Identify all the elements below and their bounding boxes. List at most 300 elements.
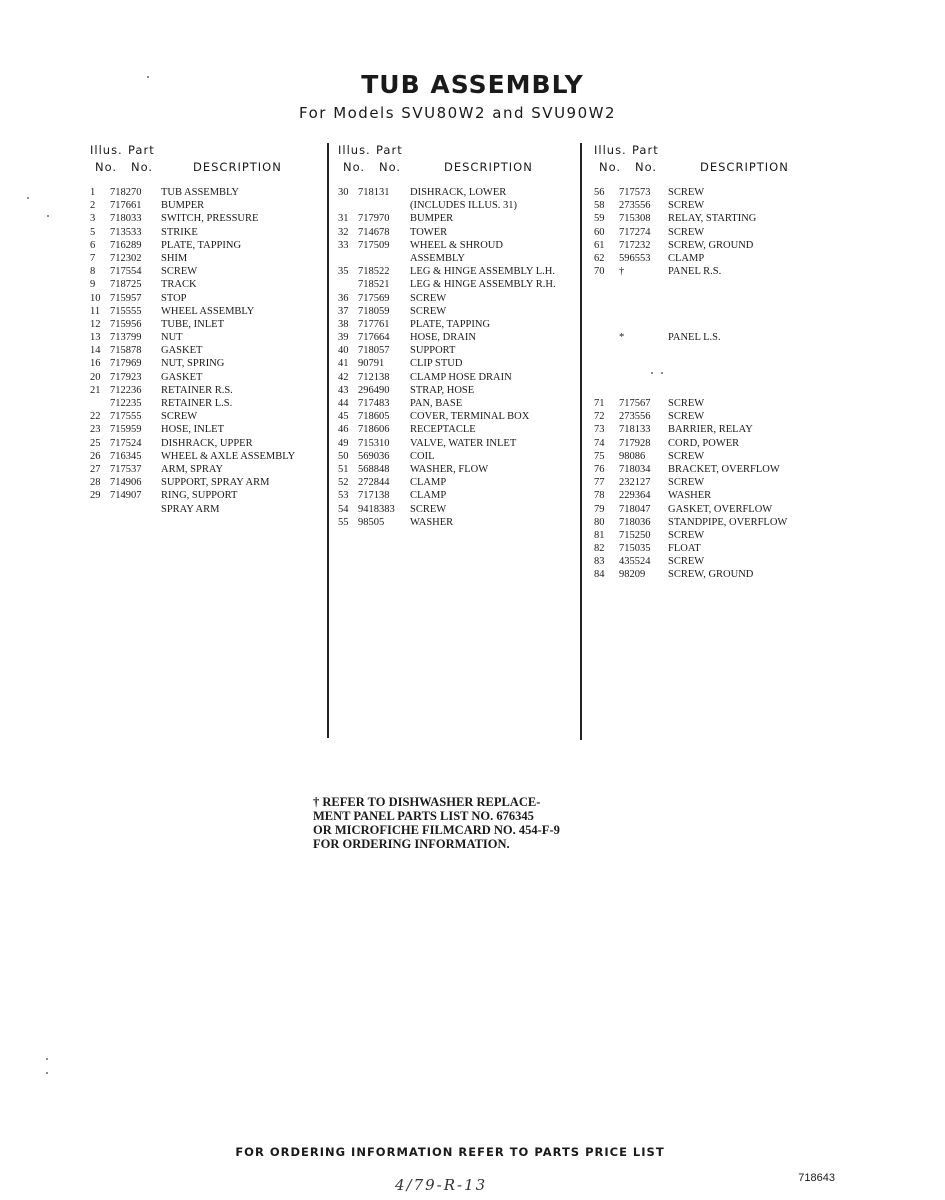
header-no: No. bbox=[343, 160, 366, 174]
parts-row bbox=[88, 226, 323, 239]
part-description: (INCLUDES ILLUS. 31) bbox=[410, 200, 518, 212]
illus-number: 72 bbox=[594, 411, 605, 423]
parts-row bbox=[592, 437, 817, 450]
header-no: No. bbox=[131, 160, 154, 174]
parts-row bbox=[336, 437, 576, 450]
part-description: WHEEL & SHROUD bbox=[410, 239, 503, 251]
part-number: † bbox=[619, 266, 625, 278]
part-description: WHEEL & AXLE ASSEMBLY bbox=[161, 450, 296, 462]
parts-row bbox=[592, 265, 817, 278]
part-number: 715035 bbox=[619, 543, 651, 555]
part-number: 717138 bbox=[358, 490, 390, 502]
illus-number: 42 bbox=[338, 371, 349, 383]
parts-row bbox=[592, 503, 817, 516]
part-number: 718036 bbox=[619, 516, 651, 528]
illus-number: 77 bbox=[594, 477, 605, 489]
part-number: 715959 bbox=[110, 424, 142, 436]
part-description: SPRAY ARM bbox=[161, 503, 220, 515]
footer-text: FOR ORDERING INFORMATION REFER TO PARTS PRICE LIST bbox=[235, 1145, 665, 1159]
parts-row bbox=[336, 344, 576, 357]
part-description: SCREW bbox=[668, 200, 705, 212]
part-description: RETAINER L.S. bbox=[161, 398, 233, 409]
illus-number: 21 bbox=[90, 384, 101, 396]
parts-row bbox=[592, 529, 817, 542]
illus-number: 74 bbox=[594, 437, 605, 449]
part-number: 568848 bbox=[358, 463, 390, 475]
illus-number: 56 bbox=[594, 187, 605, 198]
footnote-line: OR MICROFICHE FILMCARD NO. 454-F-9 bbox=[313, 823, 560, 837]
parts-row bbox=[88, 450, 323, 463]
parts-row bbox=[592, 212, 817, 225]
part-number: 98086 bbox=[619, 450, 646, 462]
part-description: SCREW bbox=[410, 503, 447, 515]
parts-row bbox=[88, 397, 323, 410]
parts-row bbox=[88, 252, 323, 265]
part-description: SCREW, GROUND bbox=[668, 569, 754, 581]
illus-number: 27 bbox=[90, 463, 101, 475]
illus-number: 79 bbox=[594, 503, 605, 515]
part-number: 718725 bbox=[110, 279, 142, 291]
illus-number: 70 bbox=[594, 266, 605, 278]
illus-number: 6 bbox=[90, 239, 96, 251]
column-divider bbox=[580, 143, 582, 740]
parts-row bbox=[592, 292, 817, 305]
handwritten-note: 4/79-R-13 bbox=[395, 1176, 488, 1194]
part-description: SUPPORT, SPRAY ARM bbox=[161, 477, 270, 489]
illus-number: 2 bbox=[90, 200, 96, 212]
parts-row bbox=[88, 503, 323, 516]
part-description: TRACK bbox=[161, 279, 197, 291]
illus-number: 22 bbox=[90, 411, 101, 423]
parts-row bbox=[592, 357, 817, 370]
header-part: Part bbox=[376, 143, 403, 157]
part-description: SCREW bbox=[410, 305, 447, 317]
parts-row bbox=[592, 423, 817, 436]
illus-number: 44 bbox=[338, 398, 349, 409]
header-description: DESCRIPTION bbox=[193, 160, 282, 174]
parts-row bbox=[88, 489, 323, 502]
parts-row bbox=[336, 239, 576, 252]
parts-row bbox=[336, 450, 576, 463]
illus-number: 3 bbox=[90, 213, 96, 225]
parts-row bbox=[336, 186, 576, 199]
illus-number: 38 bbox=[338, 318, 349, 330]
part-description: HOSE, DRAIN bbox=[410, 332, 476, 344]
scan-speck bbox=[147, 76, 149, 78]
parts-row bbox=[336, 503, 576, 516]
part-number: 596553 bbox=[619, 252, 651, 264]
part-number: 715956 bbox=[110, 318, 142, 330]
header-no: No. bbox=[635, 160, 658, 174]
document-number: 718643 bbox=[798, 1172, 835, 1184]
part-description: CLIP STUD bbox=[410, 358, 463, 370]
illus-number: 81 bbox=[594, 529, 605, 541]
part-number: 9418383 bbox=[358, 503, 395, 515]
part-number: 713799 bbox=[110, 332, 142, 344]
part-description: BUMPER bbox=[410, 213, 454, 225]
part-number: 717274 bbox=[619, 226, 651, 238]
illus-number: 54 bbox=[338, 503, 349, 515]
illus-number: 55 bbox=[338, 516, 349, 528]
part-description: ASSEMBLY bbox=[410, 252, 465, 264]
parts-row bbox=[592, 489, 817, 502]
parts-row bbox=[336, 516, 576, 529]
illus-number: 14 bbox=[90, 345, 101, 357]
scan-speck bbox=[46, 1058, 48, 1060]
part-description: WHEEL ASSEMBLY bbox=[161, 305, 255, 317]
illus-number: 50 bbox=[338, 450, 349, 462]
part-number: 717761 bbox=[358, 318, 390, 330]
part-description: SCREW bbox=[668, 556, 705, 568]
part-description: RING, SUPPORT bbox=[161, 490, 238, 502]
illus-number: 29 bbox=[90, 490, 101, 502]
part-number: 717567 bbox=[619, 398, 651, 409]
parts-row bbox=[592, 450, 817, 463]
parts-list bbox=[88, 186, 323, 516]
parts-column-2 bbox=[336, 143, 576, 529]
illus-number: 43 bbox=[338, 384, 349, 396]
illus-number: 45 bbox=[338, 411, 349, 423]
part-number: 717664 bbox=[358, 332, 390, 344]
illus-number: 23 bbox=[90, 424, 101, 436]
header-no: No. bbox=[599, 160, 622, 174]
part-description: SCREW bbox=[161, 266, 198, 278]
part-description: ARM, SPRAY bbox=[161, 463, 224, 475]
scan-speck bbox=[46, 1072, 48, 1074]
part-description: TUB ASSEMBLY bbox=[161, 187, 240, 198]
part-number: 714906 bbox=[110, 477, 142, 489]
parts-row bbox=[336, 292, 576, 305]
part-number: 717569 bbox=[358, 292, 390, 304]
part-description: GASKET, OVERFLOW bbox=[668, 503, 773, 515]
part-description: CLAMP bbox=[410, 490, 447, 502]
part-number: 715957 bbox=[110, 292, 142, 304]
column-header bbox=[88, 143, 323, 177]
column-divider bbox=[327, 143, 329, 738]
scan-speck bbox=[27, 197, 29, 199]
part-description: FLOAT bbox=[668, 543, 701, 555]
part-description: STRIKE bbox=[161, 226, 198, 238]
part-description: SCREW bbox=[668, 450, 705, 462]
part-description: CLAMP bbox=[410, 477, 447, 489]
illus-number: 26 bbox=[90, 450, 101, 462]
part-description: CLAMP HOSE DRAIN bbox=[410, 371, 512, 383]
part-number: 717928 bbox=[619, 437, 651, 449]
part-number: 714678 bbox=[358, 226, 390, 238]
part-description: WASHER bbox=[668, 490, 712, 502]
part-number: 714907 bbox=[110, 490, 142, 502]
part-number: 712235 bbox=[110, 398, 142, 409]
part-number: 718034 bbox=[619, 463, 651, 475]
part-description: LEG & HINGE ASSEMBLY R.H. bbox=[410, 279, 556, 291]
parts-row bbox=[88, 278, 323, 291]
parts-row bbox=[88, 331, 323, 344]
parts-row bbox=[592, 226, 817, 239]
part-number: 716345 bbox=[110, 450, 142, 462]
part-description: BARRIER, RELAY bbox=[668, 424, 753, 436]
part-description: GASKET bbox=[161, 345, 203, 357]
header-description: DESCRIPTION bbox=[700, 160, 789, 174]
illus-number: 11 bbox=[90, 305, 101, 317]
parts-row bbox=[592, 331, 817, 344]
parts-row bbox=[88, 357, 323, 370]
part-description: SHIM bbox=[161, 252, 188, 264]
part-description: GASKET bbox=[161, 371, 203, 383]
illus-number: 71 bbox=[594, 398, 605, 409]
part-description: PANEL R.S. bbox=[668, 266, 722, 278]
part-description: SCREW bbox=[668, 529, 705, 541]
parts-row bbox=[336, 463, 576, 476]
part-number: 718270 bbox=[110, 187, 142, 198]
part-description: VALVE, WATER INLET bbox=[410, 437, 517, 449]
part-description: SCREW, GROUND bbox=[668, 239, 754, 251]
part-number: 717537 bbox=[110, 463, 142, 475]
illus-number: 8 bbox=[90, 266, 96, 278]
illus-number: 46 bbox=[338, 424, 349, 436]
part-description: CLAMP bbox=[668, 252, 705, 264]
part-description: RECEPTACLE bbox=[410, 424, 476, 436]
part-description: LEG & HINGE ASSEMBLY L.H. bbox=[410, 266, 555, 278]
illus-number: 53 bbox=[338, 490, 349, 502]
part-description: DISHRACK, UPPER bbox=[161, 437, 253, 449]
parts-row bbox=[88, 265, 323, 278]
parts-row bbox=[336, 476, 576, 489]
parts-list bbox=[336, 186, 576, 529]
parts-row bbox=[336, 357, 576, 370]
part-description: DISHRACK, LOWER bbox=[410, 187, 507, 198]
parts-row bbox=[592, 542, 817, 555]
part-description: RETAINER R.S. bbox=[161, 384, 233, 396]
illus-number: 28 bbox=[90, 477, 101, 489]
part-number: 718606 bbox=[358, 424, 390, 436]
part-number: 718033 bbox=[110, 213, 142, 225]
part-number: 717524 bbox=[110, 437, 142, 449]
part-number: 718522 bbox=[358, 266, 390, 278]
parts-row bbox=[336, 423, 576, 436]
footnote-line: FOR ORDERING INFORMATION. bbox=[313, 837, 510, 851]
parts-row bbox=[592, 344, 817, 357]
illus-number: 33 bbox=[338, 239, 349, 251]
part-number: 717555 bbox=[110, 411, 142, 423]
parts-row bbox=[592, 384, 817, 397]
parts-row bbox=[336, 199, 576, 212]
parts-row bbox=[88, 423, 323, 436]
part-description: PAN, BASE bbox=[410, 398, 463, 409]
parts-row bbox=[88, 186, 323, 199]
part-number: 718047 bbox=[619, 503, 651, 515]
illus-number: 83 bbox=[594, 556, 605, 568]
parts-row bbox=[336, 331, 576, 344]
illus-number: 59 bbox=[594, 213, 605, 225]
part-number: 718605 bbox=[358, 411, 390, 423]
parts-row bbox=[336, 252, 576, 265]
parts-row bbox=[88, 384, 323, 397]
part-number: 715310 bbox=[358, 437, 390, 449]
illus-number: 51 bbox=[338, 463, 349, 475]
part-number: 717509 bbox=[358, 239, 390, 251]
parts-row bbox=[336, 318, 576, 331]
part-description: TOWER bbox=[410, 226, 448, 238]
scan-speck bbox=[47, 215, 49, 217]
header-description: DESCRIPTION bbox=[444, 160, 533, 174]
parts-list bbox=[592, 186, 817, 582]
part-number: 718131 bbox=[358, 187, 390, 198]
illus-number: 20 bbox=[90, 371, 101, 383]
illus-number: 9 bbox=[90, 279, 96, 291]
illus-number: 75 bbox=[594, 450, 605, 462]
part-description: TUBE, INLET bbox=[161, 318, 224, 330]
part-number: 718059 bbox=[358, 305, 390, 317]
header-no: No. bbox=[379, 160, 402, 174]
header-no: No. bbox=[95, 160, 118, 174]
part-number: 718057 bbox=[358, 345, 390, 357]
illus-number: 7 bbox=[90, 252, 96, 264]
parts-row bbox=[592, 305, 817, 318]
part-description: STRAP, HOSE bbox=[410, 384, 475, 396]
illus-number: 31 bbox=[338, 213, 349, 225]
header-part: Part bbox=[632, 143, 659, 157]
parts-row bbox=[88, 292, 323, 305]
parts-row bbox=[336, 212, 576, 225]
part-number: 715878 bbox=[110, 345, 142, 357]
part-description: HOSE, INLET bbox=[161, 424, 224, 436]
part-number: 229364 bbox=[619, 490, 651, 502]
illus-number: 13 bbox=[90, 332, 101, 344]
part-number: 435524 bbox=[619, 556, 651, 568]
part-description: SCREW bbox=[668, 477, 705, 489]
part-description: WASHER, FLOW bbox=[410, 463, 489, 475]
part-number: 272844 bbox=[358, 477, 390, 489]
scan-speck bbox=[661, 372, 663, 374]
parts-row bbox=[336, 265, 576, 278]
illus-number: 30 bbox=[338, 187, 349, 198]
parts-row bbox=[88, 318, 323, 331]
parts-row bbox=[88, 199, 323, 212]
parts-row bbox=[88, 476, 323, 489]
illus-number: 60 bbox=[594, 226, 605, 238]
part-number: 569036 bbox=[358, 450, 390, 462]
illus-number: 84 bbox=[594, 569, 605, 581]
part-description: SCREW bbox=[161, 411, 198, 423]
part-number: 717661 bbox=[110, 200, 142, 212]
parts-row bbox=[592, 463, 817, 476]
header-illus: Illus. bbox=[594, 143, 627, 157]
part-description: CORD, POWER bbox=[668, 437, 740, 449]
part-number: 716289 bbox=[110, 239, 142, 251]
part-description: BRACKET, OVERFLOW bbox=[668, 463, 780, 475]
part-number: 712236 bbox=[110, 384, 142, 396]
parts-row bbox=[592, 318, 817, 331]
part-description: RELAY, STARTING bbox=[668, 213, 757, 225]
scan-speck bbox=[651, 372, 653, 374]
illus-number: 80 bbox=[594, 516, 605, 528]
parts-row bbox=[336, 489, 576, 502]
part-number: 715555 bbox=[110, 305, 142, 317]
parts-row bbox=[336, 278, 576, 291]
part-number: 98505 bbox=[358, 516, 385, 528]
illus-number: 1 bbox=[90, 187, 96, 198]
parts-row bbox=[88, 305, 323, 318]
parts-row bbox=[592, 568, 817, 581]
illus-number: 32 bbox=[338, 226, 349, 238]
part-number: 717483 bbox=[358, 398, 390, 409]
parts-row bbox=[88, 344, 323, 357]
part-number: 713533 bbox=[110, 226, 142, 238]
parts-column-1 bbox=[88, 143, 323, 516]
illus-number: 41 bbox=[338, 358, 349, 370]
part-description: SWITCH, PRESSURE bbox=[161, 213, 259, 225]
part-description: NUT bbox=[161, 332, 183, 344]
part-number: 232127 bbox=[619, 477, 651, 489]
parts-row bbox=[592, 239, 817, 252]
parts-row bbox=[88, 371, 323, 384]
illus-number: 35 bbox=[338, 266, 349, 278]
parts-row bbox=[336, 410, 576, 423]
part-description: STOP bbox=[161, 292, 187, 304]
parts-row bbox=[592, 555, 817, 568]
illus-number: 52 bbox=[338, 477, 349, 489]
parts-row bbox=[592, 476, 817, 489]
part-description: SCREW bbox=[668, 411, 705, 423]
illus-number: 12 bbox=[90, 318, 101, 330]
parts-column-3 bbox=[592, 143, 817, 582]
part-number: 717923 bbox=[110, 371, 142, 383]
parts-row bbox=[336, 397, 576, 410]
part-description: STANDPIPE, OVERFLOW bbox=[668, 516, 788, 528]
parts-row bbox=[592, 410, 817, 423]
illus-number: 16 bbox=[90, 358, 101, 370]
parts-row bbox=[336, 305, 576, 318]
parts-row bbox=[592, 199, 817, 212]
parts-row bbox=[88, 437, 323, 450]
parts-row bbox=[88, 212, 323, 225]
part-description: SCREW bbox=[668, 187, 705, 198]
part-number: 717573 bbox=[619, 187, 651, 198]
header-illus: Illus. bbox=[90, 143, 123, 157]
part-description: COVER, TERMINAL BOX bbox=[410, 411, 530, 423]
column-header bbox=[336, 143, 576, 177]
part-number: 90791 bbox=[358, 358, 385, 370]
header-part: Part bbox=[128, 143, 155, 157]
part-description: PLATE, TAPPING bbox=[161, 239, 242, 251]
footnote-line: † REFER TO DISHWASHER REPLACE- bbox=[313, 795, 541, 809]
part-number: 712302 bbox=[110, 252, 142, 264]
parts-row bbox=[336, 226, 576, 239]
part-number: * bbox=[619, 332, 625, 344]
page-subtitle: For Models SVU80W2 and SVU90W2 bbox=[298, 104, 617, 122]
parts-row bbox=[88, 239, 323, 252]
part-description: PLATE, TAPPING bbox=[410, 318, 491, 330]
parts-row bbox=[88, 463, 323, 476]
illus-number: 76 bbox=[594, 463, 605, 475]
parts-row bbox=[336, 371, 576, 384]
part-description: SCREW bbox=[668, 226, 705, 238]
part-number: 98209 bbox=[619, 569, 646, 581]
part-description: PANEL L.S. bbox=[668, 332, 721, 344]
part-description: SUPPORT bbox=[410, 345, 456, 357]
illus-number: 78 bbox=[594, 490, 605, 502]
part-description: COIL bbox=[410, 450, 435, 462]
header-illus: Illus. bbox=[338, 143, 371, 157]
part-number: 718521 bbox=[358, 279, 390, 291]
illus-number: 36 bbox=[338, 292, 349, 304]
part-number: 712138 bbox=[358, 371, 390, 383]
part-number: 717554 bbox=[110, 266, 142, 278]
part-description: SCREW bbox=[410, 292, 447, 304]
part-number: 717969 bbox=[110, 358, 142, 370]
part-number: 717232 bbox=[619, 239, 651, 251]
part-description: SCREW bbox=[668, 398, 705, 409]
